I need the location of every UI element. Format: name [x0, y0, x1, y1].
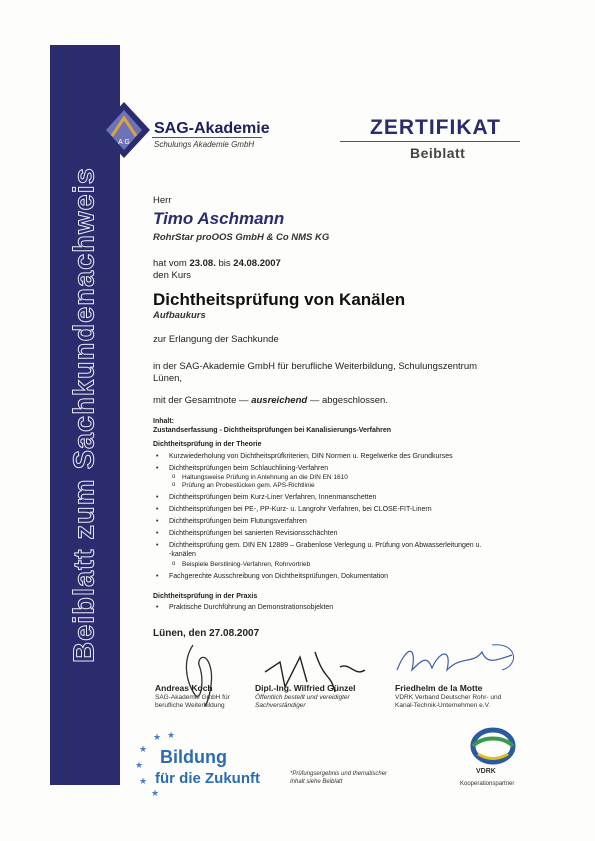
kooperation-label: Kooperationspartner — [460, 781, 515, 787]
bullet-icon: • — [156, 542, 159, 549]
svg-text:★: ★ — [139, 777, 148, 787]
certificate-subtitle: Beiblatt — [410, 145, 466, 161]
date-mid: bis — [218, 258, 231, 269]
vdrk-label: VDRK — [476, 768, 496, 775]
slogan-line-1: Bildung — [160, 747, 227, 767]
location-line-1: in der SAG-Akademie GmbH für berufliche Weiterbildung, Schulungszentrum — [153, 361, 478, 372]
course-subtitle: Aufbaukurs — [153, 310, 206, 321]
theory-subitem: Prüfung an Probestücken gem. APS-Richtlinie — [182, 482, 315, 489]
practice-item: Praktische Durchführung an Demonstrationsobjekten — [169, 604, 334, 611]
bullet-icon: • — [156, 518, 159, 525]
svg-text:★: ★ — [153, 733, 162, 743]
grade-prefix: mit der Gesamtnote — — [153, 395, 249, 406]
vdrk-logo-icon — [468, 722, 518, 768]
inhalt-summary: Zustandserfassung - Dichtheitsprüfungen bei Kanalisierungs-Verfahren — [153, 427, 392, 434]
date-line — [153, 258, 281, 269]
theory-item: Dichtheitsprüfungen beim Schlauchlining-Verfahren — [169, 465, 329, 472]
practice-heading: Dichtheitsprüfung in der Praxis — [153, 593, 258, 600]
signature-delamotte-icon — [392, 640, 522, 680]
svg-text:A G: A G — [118, 139, 130, 146]
bullet-icon: • — [156, 465, 159, 472]
theory-subitem: Beispiele Berstlining-Verfahren, Rohrvortrieb — [182, 561, 311, 568]
signer-name: Andreas Koch — [155, 683, 213, 693]
grade-value: ausreichend — [251, 395, 308, 406]
bullet-icon: • — [156, 453, 159, 460]
academy-subtitle: Schulungs Akademie GmbH — [154, 140, 255, 149]
den-kurs: den Kurs — [153, 270, 192, 281]
theory-item: Dichtheitsprüfungen bei sanierten Revisionsschächten — [169, 530, 338, 537]
theory-subitem: Haltungsweise Prüfung in Anlehnung an die DIN EN 1610 — [182, 474, 348, 481]
theory-item: Kurzwiederholung von Dichtheitsprüfkriterien, DIN Normen u. Regelwerke des Grundkurses — [169, 453, 453, 460]
place-date: Lünen, den 27.08.2007 — [153, 628, 260, 639]
signer-name: Dipl.-Ing. Wilfried Günzel — [255, 683, 356, 693]
theory-heading: Dichtheitsprüfung in der Theorie — [153, 441, 262, 448]
date-from: 23.08. — [189, 258, 216, 269]
slogan-line-2: für die Zukunft — [155, 770, 260, 787]
sag-logo-icon — [96, 100, 152, 160]
academy-name: SAG-Akademie — [154, 120, 270, 137]
certificate-title: ZERTIFIKAT — [370, 116, 501, 139]
theory-item: Dichtheitsprüfungen bei PE-, PP-Kurz- u. Langrohr Verfahren, bei CLOSE-FIT-Linern — [169, 506, 432, 513]
logo-divider — [152, 137, 262, 138]
theory-item: Dichtheitsprüfung gem. DIN EN 12889 – Grabenlose Verlegung u. Prüfung von Abwasserleitungen u. — [169, 542, 482, 549]
course-title: Dichtheitsprüfung von Kanälen — [153, 290, 406, 309]
sub-bullet-icon: o — [172, 561, 176, 567]
theory-item-continued: -kanälen — [169, 551, 196, 558]
salutation: Herr — [153, 195, 172, 206]
signer-role: SAG-Akademie GmbH für berufliche Weiterbildung — [155, 694, 230, 709]
inhalt-label: Inhalt: — [153, 418, 174, 425]
bullet-icon: • — [156, 506, 159, 513]
date-to: 24.08.2007 — [233, 258, 281, 269]
signer-role: VDRK Verband Deutscher Rohr- und Kanal-Technik-Unternehmen e.V. — [395, 694, 502, 709]
theory-item: Dichtheitsprüfungen beim Kurz-Liner Verfahren, Innenmanschetten — [169, 494, 377, 501]
footnote: *Prüfungsergebnis und thematischer Inhalt siehe Beiblatt — [290, 771, 388, 785]
bullet-icon: • — [156, 573, 159, 580]
location-line-2: Lünen, — [153, 373, 183, 384]
theory-item: Dichtheitsprüfungen beim Flutungsverfahren — [169, 518, 307, 525]
svg-text:★: ★ — [151, 789, 160, 799]
title-divider — [340, 141, 520, 142]
course-purpose: zur Erlangung der Sachkunde — [153, 334, 279, 345]
theory-item: Fachgerechte Ausschreibung von Dichtheitsprüfungen, Dokumentation — [169, 573, 389, 580]
svg-text:★: ★ — [139, 745, 148, 755]
sub-bullet-icon: o — [172, 474, 176, 480]
sidebar-vertical-title: Beiblatt zum Sachkundenachweis — [68, 167, 101, 663]
signer-role: Öffentlich bestellt und vereidigter Sachverständiger — [255, 694, 350, 709]
recipient-name: Timo Aschmann — [153, 209, 285, 228]
date-prefix: hat vom — [153, 258, 187, 269]
bullet-icon: • — [156, 604, 159, 611]
grade-suffix: — abgeschlossen. — [309, 395, 388, 406]
svg-text:★: ★ — [167, 731, 176, 741]
sub-bullet-icon: o — [172, 482, 176, 488]
grade-line — [153, 395, 388, 406]
signer-name: Friedhelm de la Motte — [395, 683, 483, 693]
bullet-icon: • — [156, 494, 159, 501]
recipient-company: RohrStar proOOS GmbH & Co NMS KG — [153, 232, 330, 243]
bullet-icon: • — [156, 530, 159, 537]
svg-text:★: ★ — [135, 761, 144, 771]
